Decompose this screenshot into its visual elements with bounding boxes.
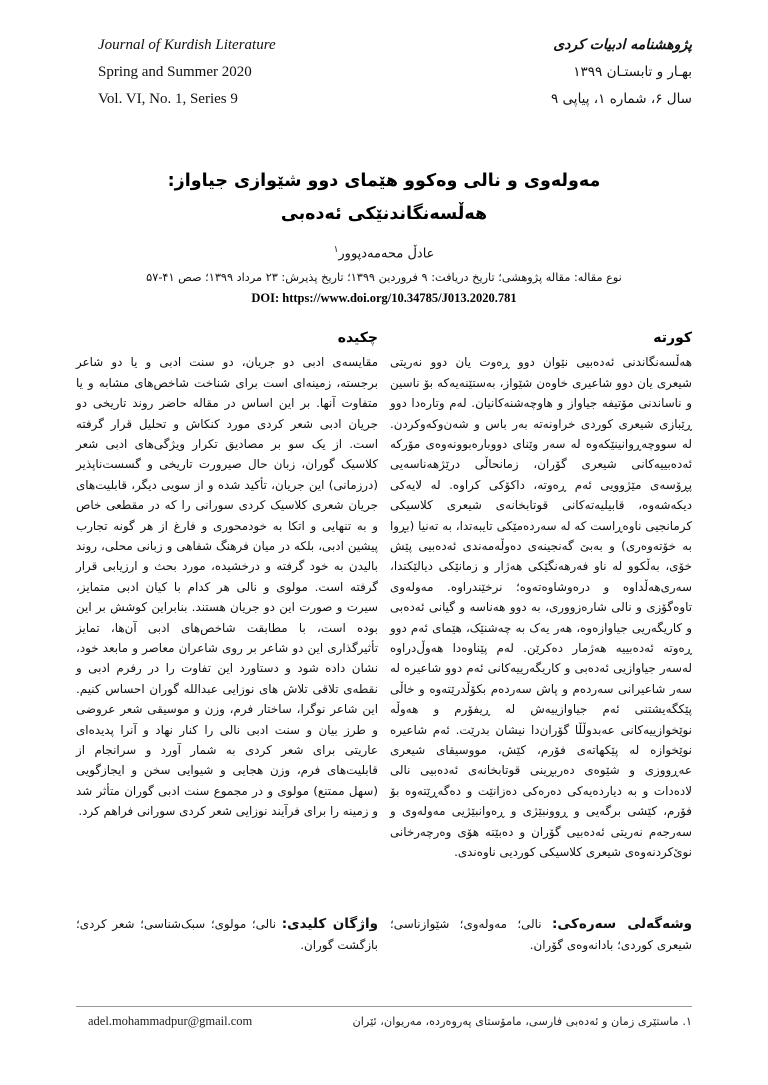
abstract-persian-heading: چکیده [337,330,378,347]
article-title-line2: هەڵسەنگاندنێکی ئەدەبی [280,204,488,224]
author-email: adel.mohammadpur@gmail.com [88,1014,253,1028]
abstract-persian-body: مقایسه‌ی ادبی دو جریان، دو سنت ادبی و یا دو شاعر برجسته، زمینه‌ای است برای شناخت شاخص‌های مشابه و یا متفاوت آنها. بر این اساس در مقاله حاضر روند تاریخی دو جریان ادبی شعر کردی مورد کنکاش و تحلیل قرار گرفته است. از یک سو بر مصادیق تکرار ویژگی‌های ادبی شعر کلاسیک گوران، زبان حال صیرورت تاریخی و گسست‌ناپذیر (درزمانی) این جریان، تأکید شده و از سویی دیگر، قابلیت‌های جریان شعری کلاسیک کردی سورانی را که در مقطعی خاص و به تنهایی و اتکا به خودمحوری و فارغ از هر گونه تجارب پیشین ادبی، بلکه در میان فرهنگ شفاهی و زبانی محلی، روند بالیدن به خود گرفته و درخشیده، مورد بحث و ارزیابی قرار گرفته است. مولوی و نالی هر کدام با کیان ادبی متمایز، سیرت و صورت این دو جریان هستند. بنابراین کوشش بر این بوده است، با مطابقت شاخص‌های ادبی آن‌ها، تمایز تأثیرگذاری این دو شاعر بر روی شاعران معاصر و مابعد خود، نشان داده شود و دستاورد این تفاوت را در رفرم ادبی و نقطه‌ی تلاقی تلاش های نوزایی عبدالله گوران احساس کنیم. این شاعر نوگرا، ساختار فرم، وزن و موسیقی شعر عروضی و طرز بیان و سنت ادبی نالی را کنار نهاد و آنرا پدیده‌ای عاریتی برای شعر کردی به شمار آورد و سرانجام از قابلیت‌های فرم، وزن هجایی و شیوایی سخن و ایجازگویی (سهل ممتنع) مولوی و در مجموع سنت ادبی گوران متأثر شد و زمینه را برای فرآیند نوزایی شعر کردی سورانی فراهم کرد. [76,355,378,819]
journal-masthead [76,32,692,113]
keywords-kurdish-text: نالی؛ مەولەوی؛ شێوازناسی؛ شیعری کوردی؛ بادانەوەی گۆران. [390,917,692,953]
issue-volume-en: Vol. VI, No. 1, Series 9 [98,91,238,107]
article-meta: نوع مقاله: مقاله پژوهشی؛ تاریخ دریافت: ۹ فروردین ۱۳۹۹؛ تاریخ پذیرش: ۲۳ مرداد ۱۳۹۹؛ صص ۴۱-۵۷ [146,271,622,285]
abstract-kurdish-body: هەڵسەنگاندنی ئەدەبیی نێوان دوو ڕەوت یان دوو نەریتی شیعری یان دوو شاعیری خاوەن شێواز، بەستێنەیەکە بۆ ناسین و ناساندنی مۆتیفە جیاواز و هاوچەشنەکانیان. لەم وتارەدا دوو ڕێبازی شیعری کوردی خراونەتە بەر باس و شەن‌وکەوکردن. لە سووچەڕوانینێکەوە لە سەر وێنای دووبارەبوونەوەی مۆرکە ئەدەبییەکانی شیعری گۆران، زمانحاڵی درێژهەناسەیی پڕۆسەی مێژوویی ئەم ڕەوتە، داکۆکی کراوە. لە لایەکی دیکەشەوە، قابیلیەتەکانی قوتابخانەی شیعری کلاسیکی کرمانجیی ناوەڕاست کە لە سەردەمێکی تایبەتدا، بە تەنیا (بڕوا بە خۆتەوەری) و بەبێ گەنجینەی دەوڵەمەندی ئەدەبیی پێش خۆی، بەڵکوو لە ناو فەرهەنگێکی هەژار و زمانێکی دیالێکتدا، سەری‌هەڵداوە و درەوشاوەتەوە؛ نرخێندراوە. مەولەوی تاوەگۆزی و نالی شارەزووری، بە دوو هەناسە و گیانی ئەدەبی و کاریگەریی جیاوازەوە، هەر یەک بە چەشنێک، هێمای ئەم دوو ڕەوتە ئەدەبییە هەژمار دەکرێن. لەم پێناوەدا هەوڵ‌دراوە لەسەر جیاوازیی ئەدەبی و کاریگەرییەکانی ئەم دوو شاعیرە لە سەر شاعیرانی سەردەم و پاش سەردەم بکۆڵدرێتەوە و خاڵی پێکگەیشتنی ئەم جیاوازییەش لە ڕیفۆرم و هەوڵە نوێخوازییەکانی عەبدوڵڵا گۆران‌دا نیشان بدرێت. ئەم شاعیرە نوێخوازە لە پێکهاتەی فۆرم، کێش، مووسیقای شیعری عەڕووزی و شێوەی دەربڕینی قوتابخانەی ئەدەبیی نالی لادەدات و بە دیاردەیەکی دەرەکی دەزانێت و دەگەڕێتەوە بۆ فۆرم، کێشی برگەیی و ڕوونبێژی و ڕەوانبێژیی مەولەوی و سەرجەم نەریتی ئەدەبیی گۆران و دەبێتە هۆی وەرچەرخانی نوێ‌کردنەوەی شیعری کلاسیکی کوردیی ناوەندی. [390,355,692,860]
keywords-kurdish-label: وشەگەلی سەرەکی: [551,916,692,933]
author-line [76,245,692,261]
article-title [76,165,692,231]
issue-season-fa: بهـار و تابستـان ۱۳۹۹ [573,64,692,80]
masthead-english [76,32,276,113]
journal-title-en: Journal of Kurdish Literature [98,37,276,53]
journal-title-fa: پژوهشنامه ادبیات کردی [553,37,692,53]
author-name: عادڵ محەمەدپوور [338,246,435,262]
masthead-persian [551,32,692,113]
keywords-persian-text: نالی؛ مولوی؛ سبک‌شناسی؛ شعر کردی؛ بازگشت گوران. [76,917,378,953]
keywords-persian-label: واژگان کلیدی: [281,916,378,933]
page-footer [76,1006,692,1029]
keywords-persian [76,914,378,956]
abstract-persian [76,330,378,862]
abstract-kurdish-heading: کورته [653,330,692,347]
keywords-kurdish [390,914,692,956]
author-footnote: ۱. ماستێری زمان و ئەدەبی فارسی، مامۆستای پەروەردە، مەریوان، ئێران [352,1015,692,1028]
article-title-line1: مەولەوی و نالی وەکوو هێمای دوو شێوازی جیاواز: [167,171,601,191]
issue-volume-fa: سال ۶، شماره ۱، پیاپی ۹ [551,91,692,107]
doi-link[interactable]: DOI: https://www.doi.org/10.34785/J013.2020.781 [251,291,517,306]
author-footnote-ref: ۱ [333,245,339,255]
abstract-columns [76,330,692,862]
footnote-divider [76,1006,692,1007]
abstract-kurdish [390,330,692,862]
keywords-section [76,914,692,956]
issue-season-en: Spring and Summer 2020 [98,64,252,80]
